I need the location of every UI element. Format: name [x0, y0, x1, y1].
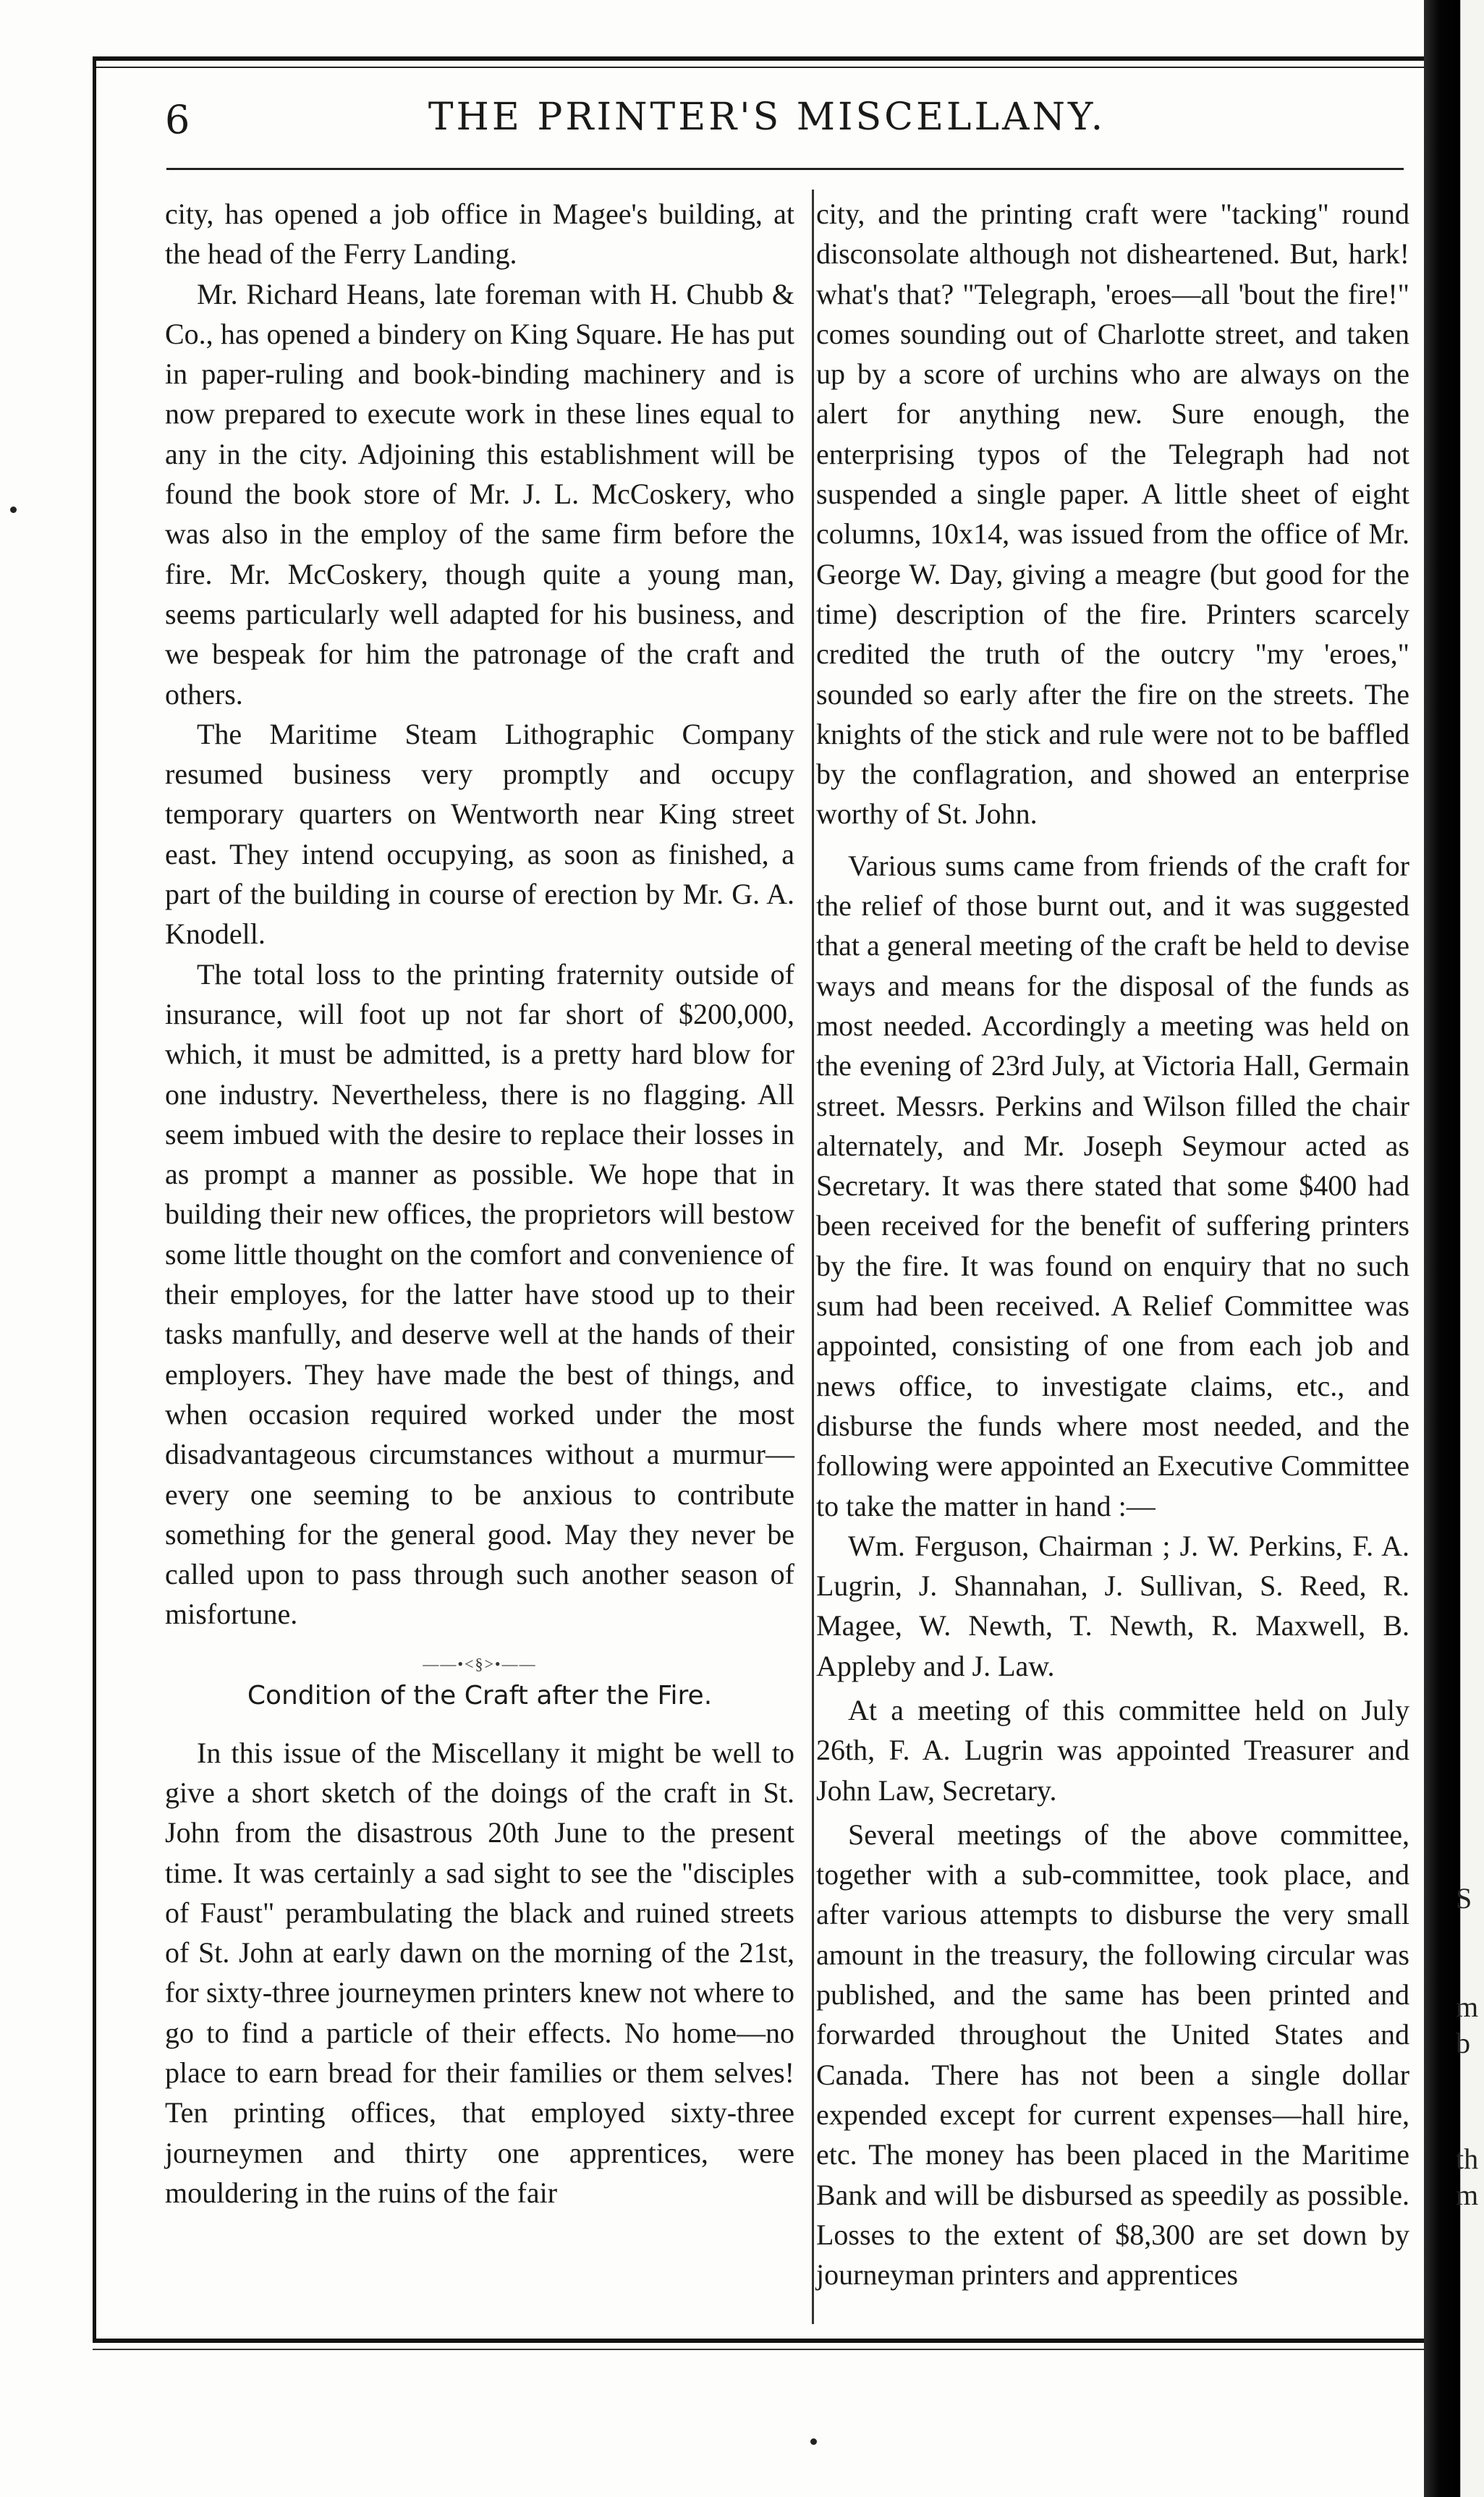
header-rule: [166, 168, 1404, 170]
column-divider: [812, 190, 814, 2324]
paragraph: The total loss to the printing fraternity outside of insurance, will foot up not far short of $200,000, which, it must be admitted, is a pretty hard blow for one industry. Nevertheless, there is no flagging. All seem imbued with the desire to replace their losses in as prompt a manner as possible. We hope that in building their new offices, the proprietors will bestow some little thought on the comfort and convenience of their employes, for the latter have stood up to their tasks manfully, and deserve well at the hands of their employers. They have made the best of things, and when occasion required worked under the most disadvantageous circumstances without a murmur—every one seeming to be anxious to contribute something for the general good. May they never be called upon to pass through such another season of misfortune.: [165, 957, 794, 1631]
speck: [10, 506, 17, 513]
speck: [810, 2438, 817, 2445]
paragraph: city, has opened a job office in Magee's building, at the head of the Ferry Landing.: [165, 198, 794, 271]
paragraph: city, and the printing craft were "tacking" round disconsolate although not disheartened. But, hark! what's that? "Telegraph, 'eroes—all 'bout the fire!" comes sounding out of Charlotte street, and taken up by a score of urchins who are always on the alert for anything new. Sure enough, the enterprising typos of the Telegraph had not suspended a single paper. A little sheet of eight columns, 10x14, was issued from the office of Mr. George W. Day, giving a meagre (but good for the time) description of the fire. Printers scarcely credited the truth of the outcry "my 'eroes," sounded so early after the fire on the streets. The knights of the stick and rule were not to be baffled by the conflagration, and showed an enterprise worthy of St. John.: [816, 198, 1409, 831]
left-column: [165, 194, 794, 2213]
section-heading: Condition of the Craft after the Fire.: [247, 1680, 713, 1710]
paragraph: In this issue of the Miscellany it might be well to give a short sketch of the doings of the craft in St. John from the disastrous 20th June to the present time. It was certainly a sad sight to see the "disciples of Faust" perambulating the black and ruined streets of St. John at early dawn on the morning of the 21st, for sixty-three journeymen printers knew not where to go to find a particle of their effects. No home—no place to earn bread for their families or them selves! Ten printing offices, that employed sixty-three journeymen and thirty one apprentices, were mouldering in the ruins of the fair: [165, 1736, 794, 2209]
paragraph: At a meeting of this committee held on July 26th, F. A. Lugrin was appointed Treasurer and John Law, Secretary.: [816, 1693, 1409, 1807]
adjacent-page-fragment: S: [1456, 1882, 1472, 1915]
page-header: [123, 85, 1411, 151]
page-frame-top-inner: [93, 67, 1428, 68]
adjacent-page-fragment: m: [1456, 2179, 1479, 2211]
page-frame-top: [93, 56, 1428, 61]
page-number: 6: [165, 97, 190, 143]
page-frame-bottom: [93, 2339, 1428, 2343]
page-frame-left: [93, 56, 96, 2343]
section-ornament: ——•<§>•——: [423, 1654, 537, 1673]
running-title: THE PRINTER'S MISCELLANY.: [428, 96, 1106, 139]
adjacent-page-fragment: th: [1456, 2142, 1479, 2175]
book-gutter-shadow: [1424, 0, 1484, 2497]
committee-list: Wm. Ferguson, Chairman ; J. W. Perkins, F. A. Lugrin, J. Shannahan, J. Sullivan, S. Reed, R. Magee, W. Newth, T. Newth, R. Maxwell, B. Appleby and J. Law.: [816, 1529, 1409, 1682]
page-frame-bottom-inner: [93, 2349, 1428, 2350]
adjacent-page-fragment: b: [1456, 2027, 1470, 2059]
paragraph: Several meetings of the above committee, together with a sub-committee, took place, and after various attempts to disburse the very small amount in the treasury, the following circular was published, and the same has been printed and forwarded throughout the United States and Canada. There has not been a single dollar expended except for current expenses—hall hire, etc. The money has been placed in the Maritime Bank and will be disbursed as speedily as possible. Losses to the extent of $8,300 are set down by journeyman printers and apprentices: [816, 1818, 1409, 2292]
paragraph: Various sums came from friends of the craft for the relief of those burnt out, and it was suggested that a general meeting of the craft be held to devise ways and means for the disposal of the funds as most needed. Accordingly a meeting was held on the evening of 23rd July, at Victoria Hall, Germain street. Messrs. Perkins and Wilson filled the chair alternately, and Mr. Joseph Seymour acted as Secretary. It was there stated that some $400 had been received for the benefit of suffering printers by the fire. It was found on enquiry that no such sum had been received. A Relief Committee was appointed, consisting of one from each job and news office, to investigate claims, etc., and disburse the funds where most needed, and the following were appointed an Executive Committee to take the matter in hand :—: [816, 849, 1409, 1522]
paragraph: Mr. Richard Heans, late foreman with H. Chubb & Co., has opened a bindery on King Square. He has put in paper-ruling and book-binding machinery and is now prepared to execute work in these lines equal to any in the city. Adjoining this establishment will be found the book store of Mr. J. L. McCoskery, who was also in the employ of the same firm before the fire. Mr. McCoskery, though quite a young man, seems particularly well adapted for his business, and we bespeak for him the patronage of the craft and others.: [165, 277, 794, 711]
right-column: [816, 194, 1409, 2294]
paragraph: The Maritime Steam Lithographic Company resumed business very promptly and occupy temporary quarters on Wentworth near King street east. They intend occupying, as soon as finished, a part of the building in course of erection by Mr. G. A. Knodell.: [165, 717, 794, 951]
adjacent-page-fragment: m: [1456, 1991, 1479, 2023]
